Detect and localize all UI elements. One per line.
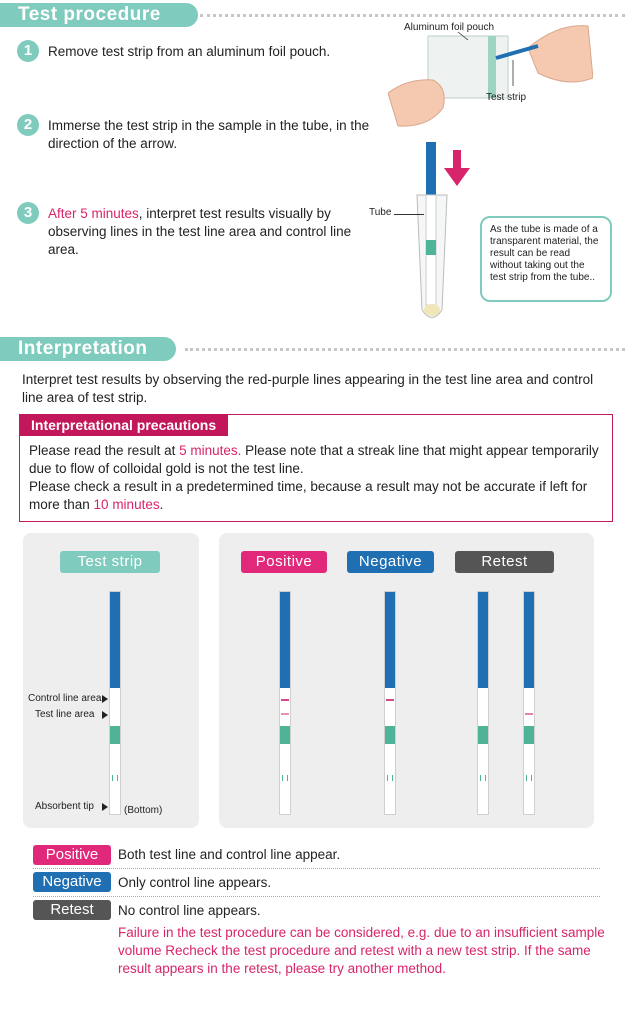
result-tag-retest: Retest	[33, 900, 111, 920]
pointer-icon	[102, 803, 108, 811]
step-3-highlight: After 5 minutes	[48, 206, 139, 221]
retest-strip-2	[523, 591, 535, 815]
results-panel	[219, 533, 594, 828]
precaution-2-highlight: 10 minutes	[93, 497, 160, 512]
retest-strip-1	[477, 591, 489, 815]
reference-strip	[109, 591, 121, 815]
precautions-title: Interpretational precautions	[19, 414, 228, 436]
precautions-box	[19, 414, 613, 522]
step-2-number: 2	[17, 114, 39, 136]
tag-positive: Positive	[241, 551, 327, 573]
label-tube: Tube	[369, 207, 392, 218]
label-bottom: (Bottom)	[124, 805, 163, 816]
result-tag-negative: Negative	[33, 872, 111, 892]
retest-note: Failure in the test procedure can be considered, e.g. due to an insufficient sample volume Recheck the test procedure and retest with a new test strip. If the same result appears in the retest, please try another method.	[118, 925, 605, 976]
label-foil-pouch: Aluminum foil pouch	[404, 22, 495, 33]
precaution-1a: Please read the result at	[29, 443, 180, 458]
label-test-line-area: Test line area	[35, 709, 95, 720]
interpretation-intro: Interpret test results by observing the red-purple lines appearing in the test line area and control line area of test strip.	[22, 372, 594, 405]
row-divider	[33, 868, 600, 869]
tag-negative: Negative	[347, 551, 434, 573]
label-control-line-area: Control line area	[28, 693, 102, 704]
step-1-number: 1	[17, 40, 39, 62]
pouch-illustration	[388, 18, 593, 130]
step-2-text: Immerse the test strip in the sample in the tube, in the direction of the arrow.	[48, 118, 370, 151]
positive-strip	[279, 591, 291, 815]
step-1-text: Remove test strip from an aluminum foil pouch.	[48, 44, 331, 59]
precaution-2a: Please check a result in a predetermined time, because a result may not be accurate if left for more than	[29, 479, 588, 512]
transparent-tube-callout: As the tube is made of a transparent material, the result can be read without taking out the test strip from the tube..	[480, 216, 612, 302]
tag-test-strip: Test strip	[60, 551, 160, 573]
negative-strip	[384, 591, 396, 815]
label-test-strip: Test strip	[486, 92, 527, 103]
row-divider	[33, 896, 600, 897]
tube-illustration	[412, 140, 452, 325]
label-absorbent-tip: Absorbent tip	[35, 801, 94, 812]
header-dotted-rule	[185, 348, 625, 351]
step-3-text	[48, 205, 360, 259]
result-text-negative: Only control line appears.	[118, 875, 272, 890]
precaution-1-highlight: 5 minutes.	[179, 443, 242, 458]
section-header-interpretation: Interpretation	[0, 337, 176, 361]
section-header-procedure: Test procedure	[0, 3, 198, 27]
step-3-number: 3	[17, 202, 39, 224]
precaution-2b: .	[159, 497, 164, 512]
precautions-text	[29, 442, 601, 514]
tag-retest: Retest	[455, 551, 554, 573]
pointer-icon	[102, 695, 108, 703]
step-3-body: , interpret test results visually by observing lines in the test line area and control line area.	[48, 206, 352, 257]
tube-leader-line	[394, 214, 424, 215]
pointer-icon	[102, 711, 108, 719]
result-text-retest: No control line appears.	[118, 903, 261, 918]
result-tag-positive: Positive	[33, 845, 111, 865]
header-dotted-rule	[200, 14, 625, 17]
precaution-1b: Please note that a streak line that might appear temporarily due to flow of colloidal gold is not the test line.	[29, 443, 599, 476]
result-text-positive: Both test line and control line appear.	[118, 847, 341, 862]
